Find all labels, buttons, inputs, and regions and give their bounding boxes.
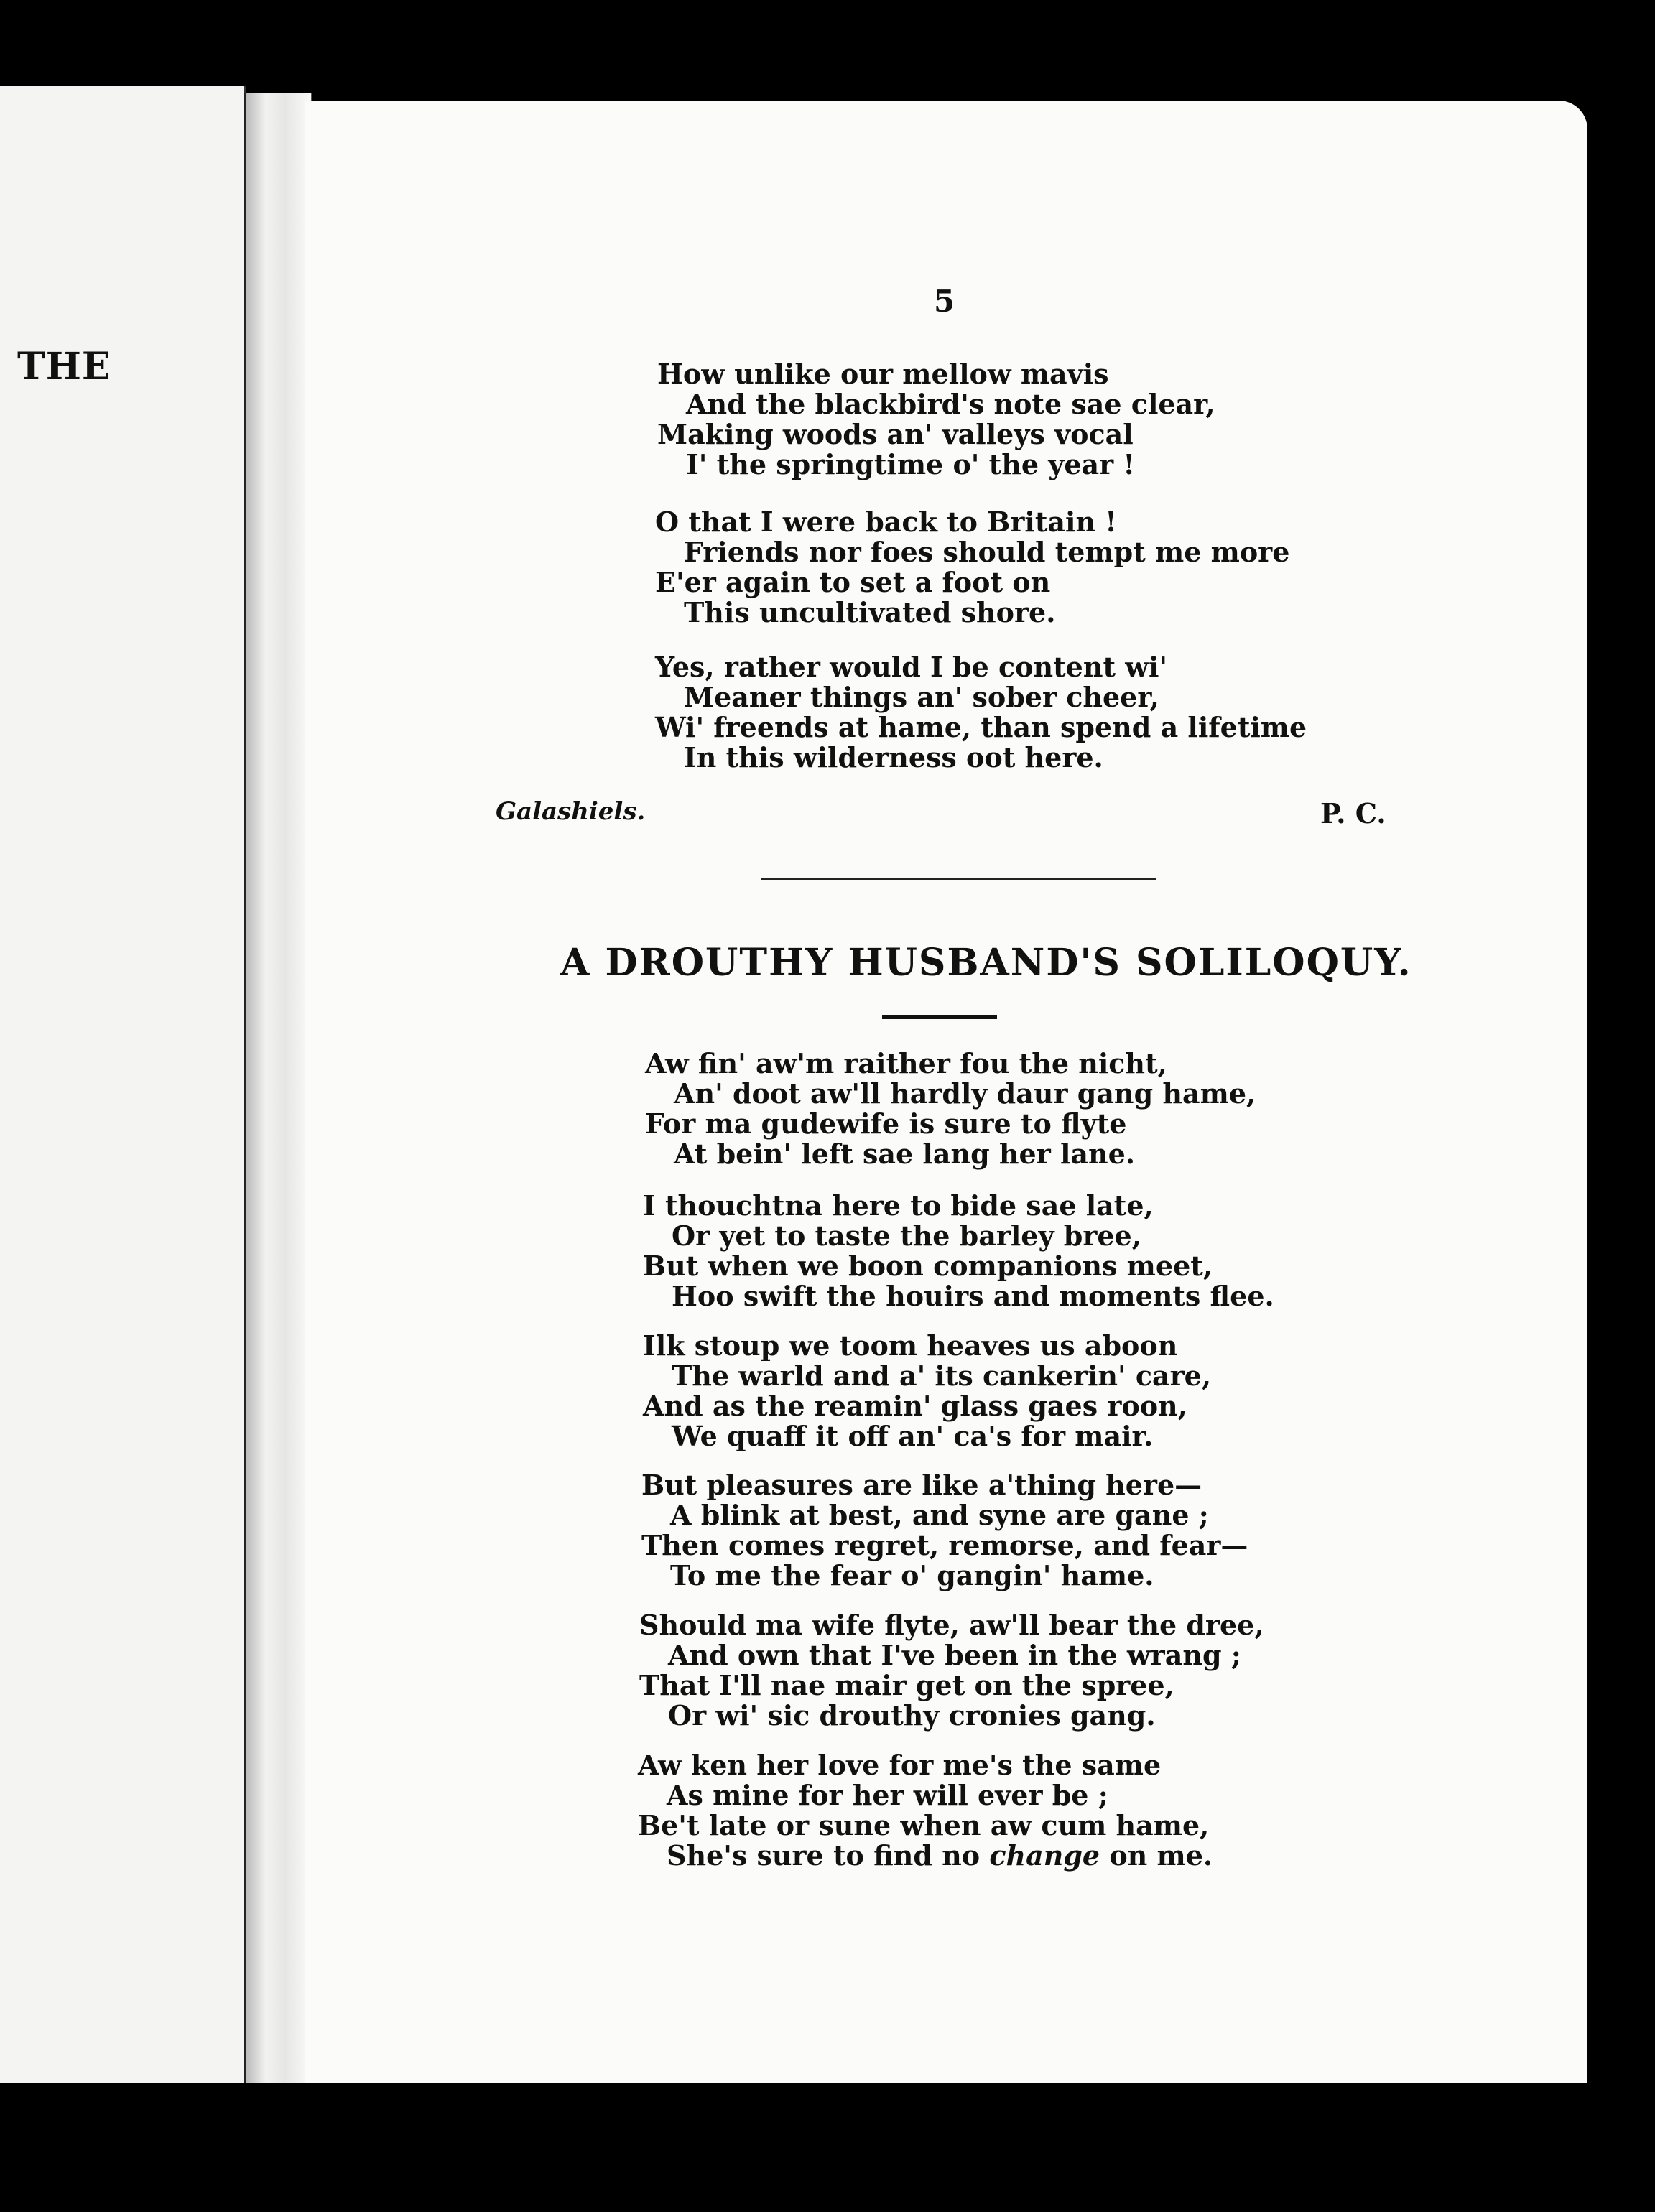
- verse-line: But when we boon companions meet,: [643, 1250, 1213, 1282]
- last-line-emphasis: change: [989, 1839, 1100, 1872]
- poem1-stanza-3: [655, 652, 1307, 773]
- verse-line: We quaff it off an' ca's for mair.: [672, 1420, 1154, 1452]
- verse-line: As mine for her will ever be ;: [667, 1779, 1108, 1811]
- poem-title: A DROUTHY HUSBAND'S SOLILOQUY.: [560, 941, 1412, 985]
- verse-line: Yes, rather would I be content wi': [655, 651, 1168, 683]
- verse-line: How unlike our mellow mavis: [657, 358, 1109, 390]
- left-page-text-fragment: THE: [17, 345, 111, 389]
- verse-line: That I'll nae mair get on the spree,: [639, 1669, 1174, 1701]
- poem2-stanza-1: [645, 1049, 1256, 1169]
- verse-line: An' doot aw'll hardly daur gang hame,: [674, 1077, 1256, 1110]
- book-binding: [244, 93, 312, 2083]
- verse-line: Wi' freends at hame, than spend a lifetime: [655, 711, 1307, 743]
- verse-line: In this wilderness oot here.: [684, 741, 1103, 773]
- verse-line: I thouchtna here to bide sae late,: [643, 1189, 1154, 1222]
- verse-line: Ilk stoup we toom heaves us aboon: [643, 1329, 1178, 1362]
- verse-line: And own that I've been in the wrang ;: [668, 1639, 1241, 1671]
- page-number: 5: [934, 284, 955, 319]
- verse-line: Aw ken her love for me's the same: [638, 1749, 1162, 1781]
- last-line-before: She's sure to find no: [667, 1839, 990, 1872]
- verse-line: A blink at best, and syne are gane ;: [670, 1499, 1209, 1531]
- verse-line: For ma gudewife is sure to flyte: [645, 1107, 1127, 1140]
- verse-line: Meaner things an' sober cheer,: [684, 681, 1159, 713]
- last-line-after: on me.: [1100, 1839, 1213, 1872]
- place-signature: Galashiels.: [496, 797, 646, 826]
- poem2-stanza-6: [638, 1750, 1213, 1871]
- verse-line: Friends nor foes should tempt me more: [684, 536, 1290, 568]
- verse-line-last: [638, 1841, 1213, 1871]
- poem2-stanza-4: [641, 1470, 1248, 1591]
- verse-line: Making woods an' valleys vocal: [657, 418, 1134, 450]
- verse-line: O that I were back to Britain !: [655, 506, 1117, 538]
- poem2-stanza-2: [643, 1191, 1274, 1311]
- verse-line: And the blackbird's note sae clear,: [686, 388, 1215, 420]
- verse-line: E'er again to set a foot on: [655, 566, 1051, 598]
- verse-line: At bein' left sae lang her lane.: [674, 1138, 1136, 1170]
- poem1-stanza-1: [657, 359, 1215, 480]
- verse-line: This uncultivated shore.: [684, 596, 1056, 628]
- section-divider: [761, 878, 1156, 880]
- verse-line: And as the reamin' glass gaes roon,: [643, 1390, 1187, 1422]
- verse-line: The warld and a' its cankerin' care,: [672, 1360, 1212, 1392]
- verse-line: Aw fin' aw'm raither fou the nicht,: [645, 1047, 1167, 1079]
- poem1-stanza-2: [655, 507, 1289, 628]
- verse-line: Or yet to taste the barley bree,: [672, 1219, 1141, 1252]
- verse-line: But pleasures are like a'thing here—: [641, 1469, 1202, 1501]
- verse-line: Or wi' sic drouthy cronies gang.: [668, 1699, 1156, 1732]
- poem2-stanza-5: [639, 1610, 1264, 1731]
- verse-line: To me the fear o' gangin' hame.: [670, 1559, 1154, 1591]
- poem2-stanza-3: [643, 1331, 1211, 1451]
- verse-line: Then comes regret, remorse, and fear—: [641, 1529, 1248, 1561]
- verse-line: I' the springtime o' the year !: [686, 448, 1136, 480]
- verse-line: Be't late or sune when aw cum hame,: [638, 1809, 1210, 1841]
- verse-line: Should ma wife flyte, aw'll bear the dree,: [639, 1609, 1264, 1641]
- left-page: [0, 86, 246, 2083]
- author-initials: P. C.: [1320, 797, 1386, 830]
- verse-line: Hoo swift the houirs and moments flee.: [672, 1280, 1274, 1312]
- title-underline: [882, 1015, 997, 1019]
